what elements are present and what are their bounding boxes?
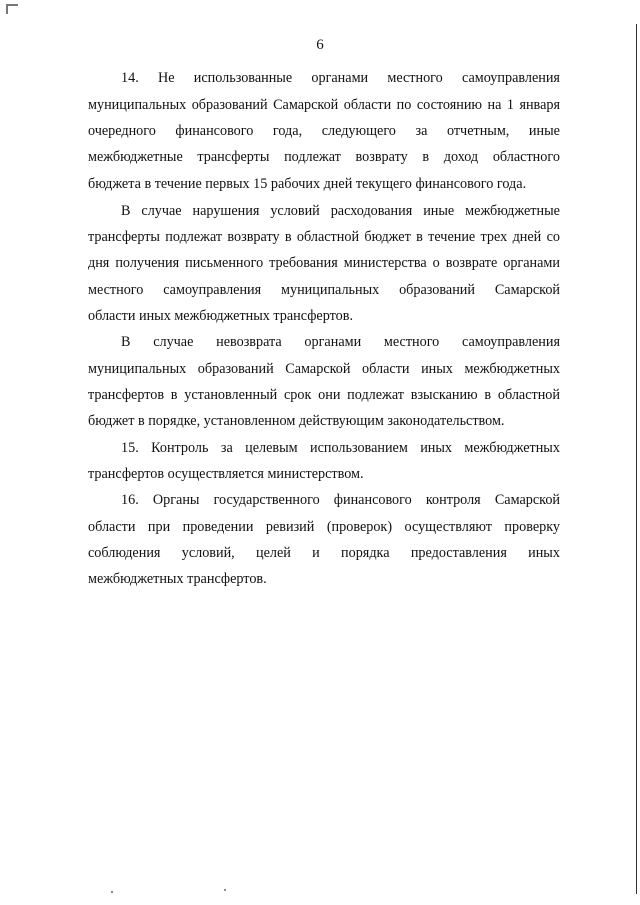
text-line: межбюджетных трансфертов. — [88, 571, 267, 587]
word: очередного — [88, 123, 156, 139]
word: В — [121, 203, 131, 219]
word: местного — [387, 70, 443, 86]
document-body — [88, 68, 560, 588]
text-line — [121, 438, 560, 458]
word: доход — [443, 149, 479, 165]
word: муниципальных — [281, 282, 380, 298]
word: нарушения — [192, 203, 260, 219]
text-line: трансфертов в установленный срок они подлежат взысканию в областной — [88, 387, 560, 403]
text-line: трансферты подлежат возврату в областной бюджет в течение трех дней со — [88, 229, 560, 245]
word: финансового — [333, 492, 412, 508]
text-line — [121, 490, 560, 510]
text-line: бюджета в течение первых 15 рабочих дней текущего финансового года. — [88, 176, 527, 192]
word: подлежат — [284, 149, 341, 165]
word: 15. — [121, 440, 139, 456]
word: В — [121, 334, 131, 350]
word: 14. — [121, 70, 139, 86]
word: иные — [423, 203, 455, 219]
word: целей — [256, 545, 291, 561]
word: (проверок) — [326, 519, 393, 535]
text-line — [121, 332, 560, 352]
word: использованием — [310, 440, 408, 456]
word: порядка — [341, 545, 390, 561]
word: Органы — [152, 492, 200, 508]
word: проведении — [182, 519, 254, 535]
word: предоставления — [410, 545, 507, 561]
word: отчетным, — [446, 123, 510, 139]
word: в — [422, 149, 430, 165]
text-line: муниципальных образований Самарской области иных межбюджетных — [88, 361, 560, 377]
word: возврату — [355, 149, 408, 165]
text-line — [88, 147, 560, 167]
word: 16. — [121, 492, 139, 508]
word: ревизий — [265, 519, 315, 535]
word: соблюдения — [88, 545, 161, 561]
word: и — [312, 545, 320, 561]
word: иных — [528, 545, 560, 561]
word: государственного — [213, 492, 320, 508]
word: межбюджетных — [464, 440, 560, 456]
word: осуществляют — [404, 519, 492, 535]
word: использованные — [193, 70, 293, 86]
word: Самарской — [494, 282, 560, 298]
word: органами — [311, 70, 369, 86]
text-line — [88, 543, 560, 563]
word: следующего — [321, 123, 396, 139]
word: Контроль — [151, 440, 209, 456]
scan-corner-mark — [6, 4, 18, 14]
word: иные — [528, 123, 560, 139]
text-line — [88, 280, 560, 300]
text-line — [88, 121, 560, 141]
scan-page-edge — [636, 24, 637, 894]
word: местного — [383, 334, 440, 350]
text-line: дня получения письменного требования министерства о возврате органами — [88, 255, 560, 271]
word: иных — [420, 440, 453, 456]
word: расходования — [330, 203, 413, 219]
word: самоуправления — [461, 70, 560, 86]
word: финансового — [175, 123, 254, 139]
text-line — [88, 517, 560, 537]
word: межбюджетные — [88, 149, 183, 165]
word: местного — [88, 282, 144, 298]
word: самоуправления — [462, 334, 560, 350]
text-line — [121, 68, 560, 88]
word: контроля — [425, 492, 481, 508]
word: года, — [272, 123, 303, 139]
text-line: муниципальных образований Самарской области по состоянию на 1 января — [88, 97, 560, 113]
word: межбюджетные — [465, 203, 560, 219]
text-line: бюджет в порядке, установленном действующим законодательством. — [88, 413, 505, 429]
text-line — [121, 201, 560, 221]
word: невозврата — [216, 334, 282, 350]
word: области — [88, 519, 136, 535]
text-line: трансфертов осуществляется министерством. — [88, 466, 364, 482]
word: случае — [153, 334, 194, 350]
text-line: области иных межбюджетных трансфертов. — [88, 308, 353, 324]
word: органами — [304, 334, 362, 350]
word: случае — [141, 203, 182, 219]
word: проверку — [504, 519, 560, 535]
word: Самарской — [494, 492, 560, 508]
word: целевым — [245, 440, 298, 456]
page-number: 6 — [316, 37, 324, 53]
word: при — [147, 519, 171, 535]
word: областного — [492, 149, 560, 165]
word: условий — [270, 203, 320, 219]
word: Не — [157, 70, 175, 86]
word: трансферты — [197, 149, 270, 165]
word: самоуправления — [163, 282, 262, 298]
word: за — [415, 123, 428, 139]
word: условий, — [181, 545, 235, 561]
word: образований — [399, 282, 475, 298]
scan-speck — [224, 889, 226, 891]
scan-speck — [111, 891, 113, 893]
word: за — [220, 440, 233, 456]
